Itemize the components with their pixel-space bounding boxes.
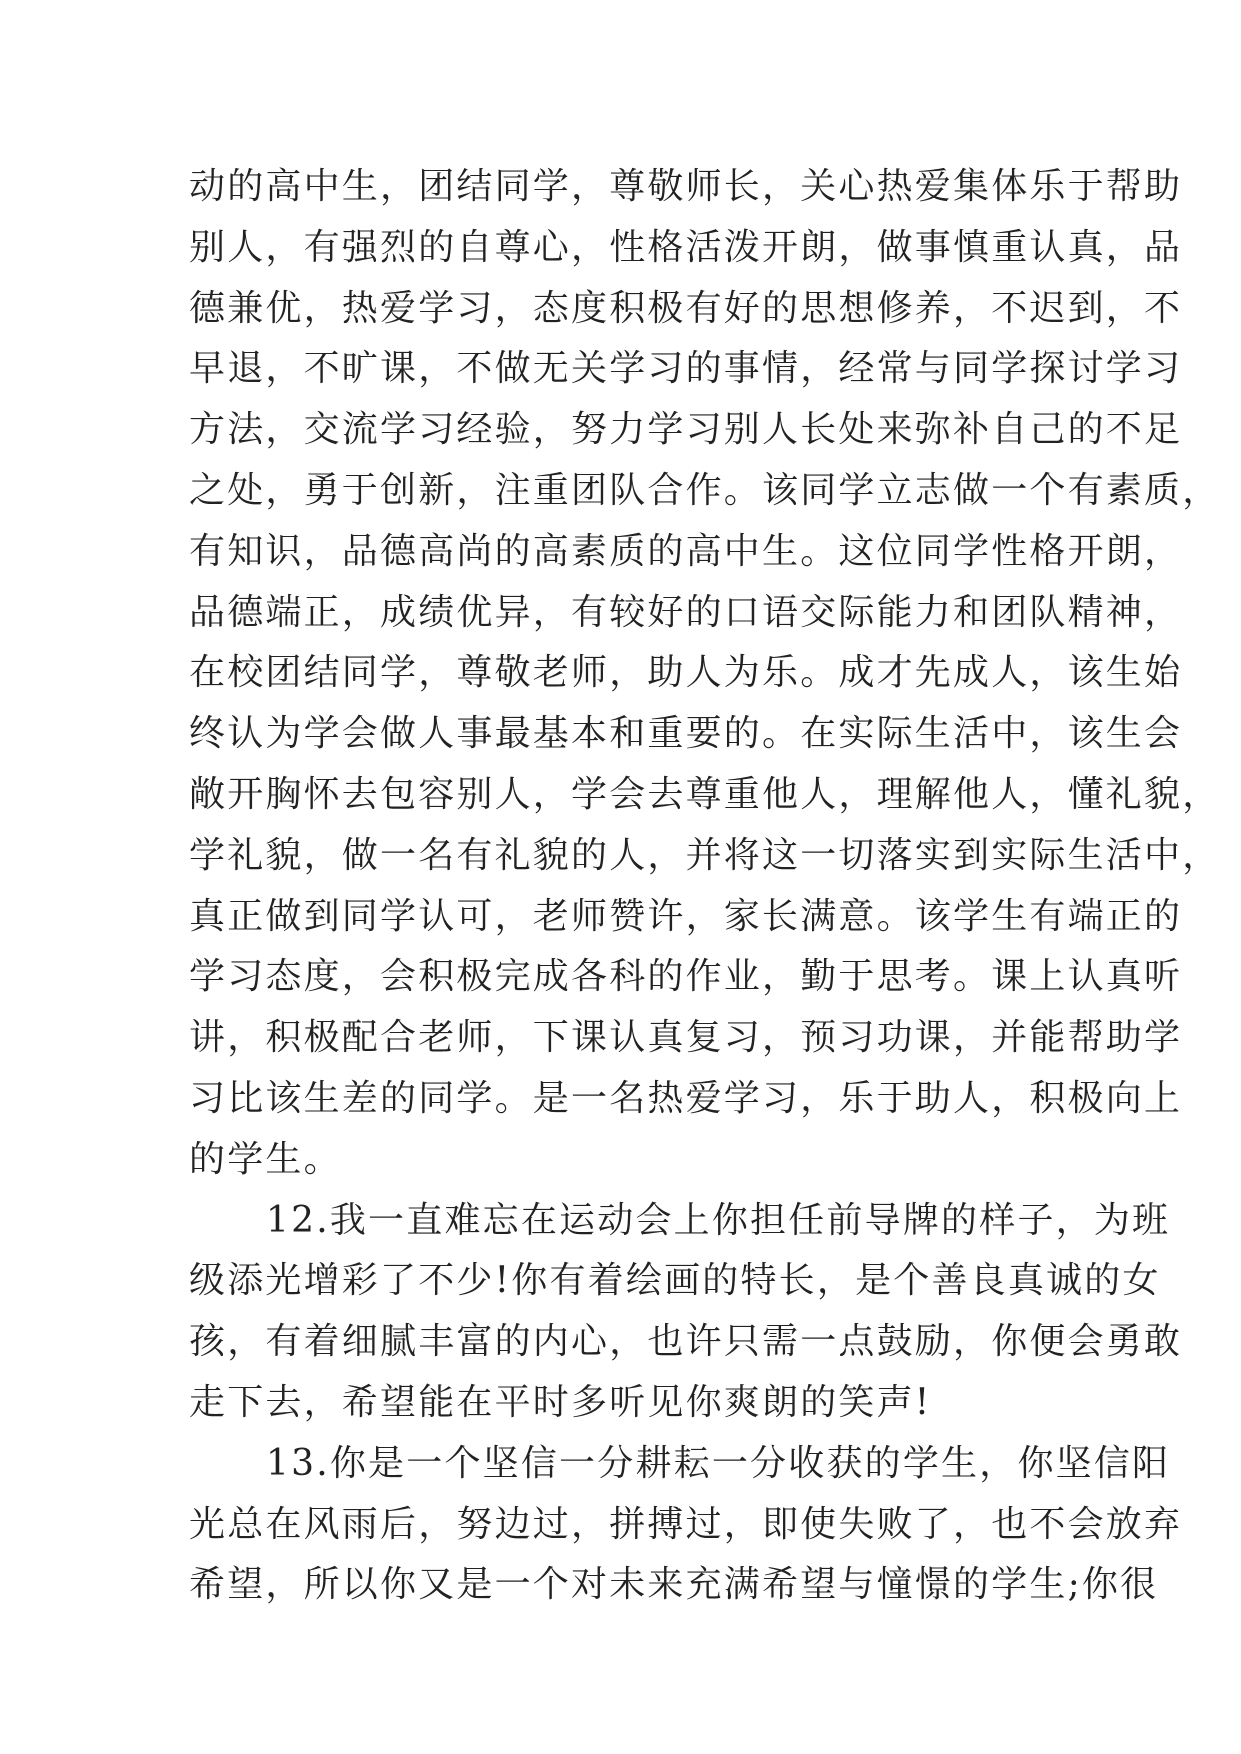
text-line: 走下去，希望能在平时多听见你爽朗的笑声! <box>189 1381 932 1423</box>
text-line: 别人，有强烈的自尊心，性格活泼开朗，做事慎重认真，品 <box>189 226 1183 268</box>
document-body <box>189 157 1221 1616</box>
text-line: 之处，勇于创新，注重团队合作。该同学立志做一个有素质， <box>189 469 1221 511</box>
paragraph-12-first-line: 12.我一直难忘在运动会上你担任前导牌的样子，为班 <box>266 1199 1171 1241</box>
text-line: 在校团结同学，尊敬老师，助人为乐。成才先成人，该生始 <box>189 652 1183 694</box>
text-line: 真正做到同学认可，老师赞许，家长满意。该学生有端正的 <box>189 895 1183 937</box>
text-line: 敞开胸怀去包容别人，学会去尊重他人，理解他人，懂礼貌， <box>189 773 1221 815</box>
text-line: 品德端正，成绩优异，有较好的口语交际能力和团队精神， <box>189 591 1183 633</box>
text-line: 习比该生差的同学。是一名热爱学习，乐于助人，积极向上 <box>189 1077 1183 1119</box>
text-line: 动的高中生，团结同学，尊敬师长，关心热爱集体乐于帮助 <box>189 166 1183 207</box>
paragraph-13-first-line: 13.你是一个坚信一分耕耘一分收获的学生，你坚信阳 <box>266 1442 1171 1484</box>
text-line: 方法，交流学习经验，努力学习别人长处来弥补自己的不足 <box>189 409 1183 451</box>
text-line: 学习态度，会积极完成各科的作业，勤于思考。课上认真听 <box>189 956 1183 998</box>
text-line: 光总在风雨后，努边过，拼搏过，即使失败了，也不会放弃 <box>189 1503 1183 1545</box>
text-line: 孩，有着细腻丰富的内心，也许只需一点鼓励，你便会勇敢 <box>189 1321 1183 1363</box>
text-line: 学礼貌，做一名有礼貌的人，并将这一切落实到实际生活中， <box>189 834 1221 876</box>
text-line: 希望，所以你又是一个对未来充满希望与憧憬的学生;你很 <box>189 1564 1159 1606</box>
text-line: 早退，不旷课，不做无关学习的事情，经常与同学探讨学习 <box>189 348 1183 390</box>
text-line: 终认为学会做人事最基本和重要的。在实际生活中，该生会 <box>189 713 1183 755</box>
text-line: 德兼优，热爱学习，态度积极有好的思想修养，不迟到，不 <box>189 287 1183 329</box>
text-line: 有知识，品德高尚的高素质的高中生。这位同学性格开朗， <box>189 530 1183 572</box>
text-line: 的学生。 <box>189 1138 342 1180</box>
text-line: 讲，积极配合老师，下课认真复习，预习功课，并能帮助学 <box>189 1017 1183 1059</box>
text-line: 级添光增彩了不少!你有着绘画的特长，是个善良真诚的女 <box>189 1260 1161 1302</box>
